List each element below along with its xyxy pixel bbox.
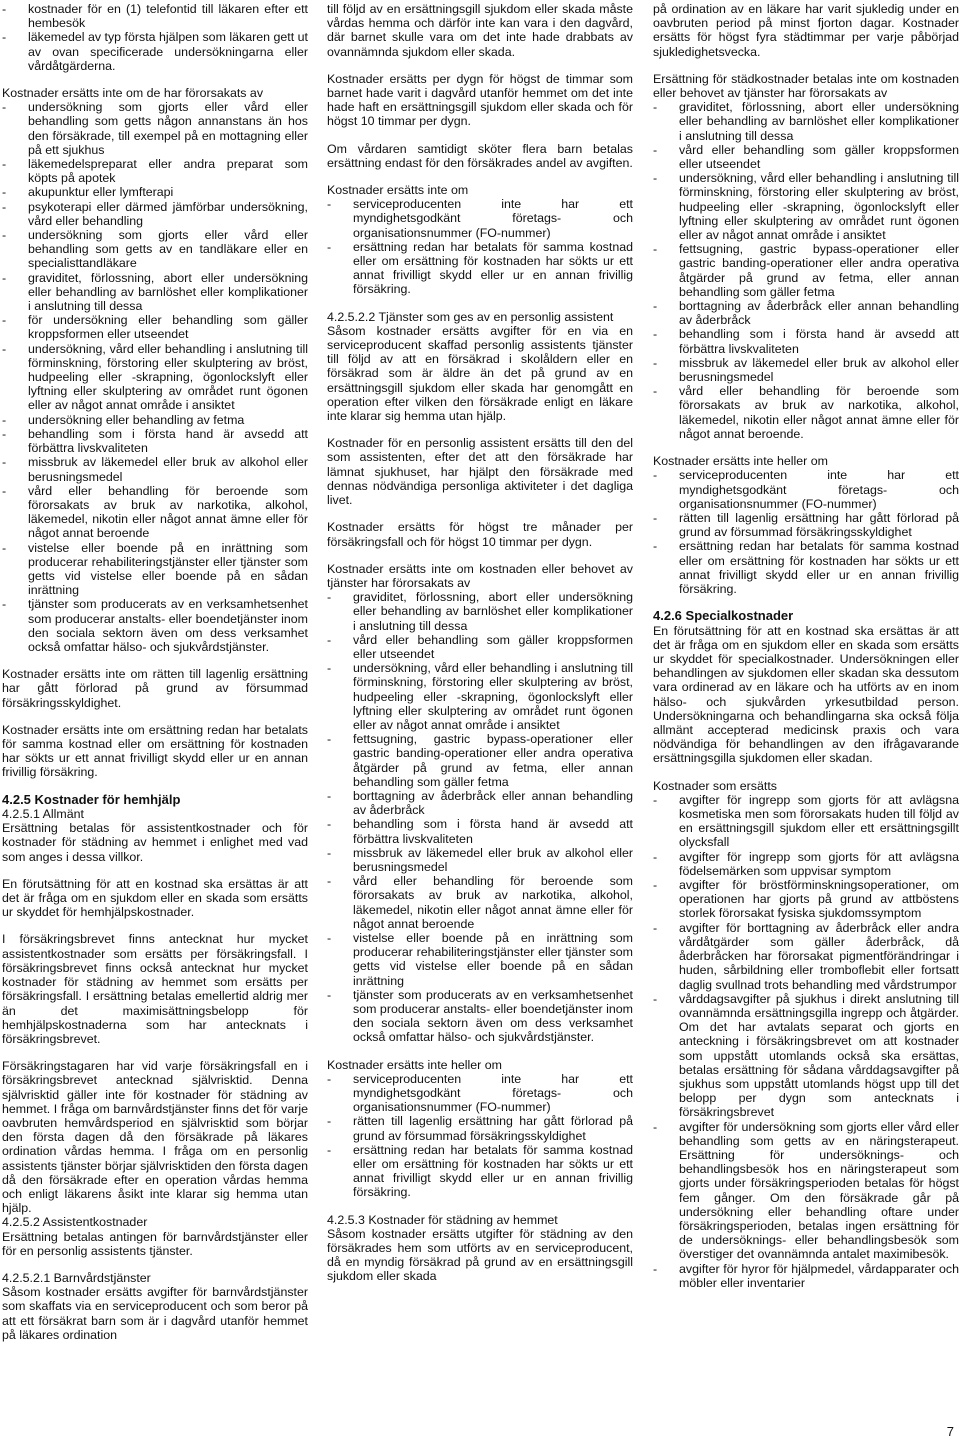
list-item: - psykoterapi eller därmed jämförbar undersökning, vård eller behandling [2,200,308,228]
list-item: - undersökning, vård eller behandling i anslutning till förminskning, förstoring eller skulptering av bröst, hudpeeling eller -skrapning, ögonlockslyft eller lyftning eller skulptering av området runt ögonen eller av något annat område i ansiktet [327,661,633,732]
bullet-list [653,100,959,441]
section-heading: 4.2.5 Kostnader för hemhjälp [2,791,181,807]
paragraph: Om vårdaren samtidigt sköter flera barn betalas ersättning endast för den försäkrades andel av avgiften. [327,141,633,170]
list-item: - missbruk av läkemedel eller bruk av alkohol eller berusningsmedel [327,846,633,874]
list-item: - avgifter för bröstförminskningsoperationer, om operationen har gjorts på grund av attböstens storlek förorsakat fysiska sjukdomssymptom [653,878,959,921]
list-item: - vistelse eller boende på en inrättning som producerar rehabiliteringstjänster eller tjänster som getts vid vistelse eller boende på en sådan inrättning [327,931,633,988]
list-item: - graviditet, förlossning, abort eller undersökning eller behandling av barnlöshet eller komplikationer i anslutning till dessa [327,590,633,633]
paragraph: I försäkringsbrevet finns antecknat hur mycket assistentkostnader som ersätts per försäkringsfall. I försäkringsbrevet finns också antecknat hur mycket kostnader för städning av hemmet som ersätts per försäkringsfall. I ersättning betalas emellertid aldrig mer än det maximisättningsbelopp för hemhjälpskostnaderna som har antecknats i försäkringsbrevet. [2,932,308,1046]
list-item: - vård eller behandling för beroende som förorsakats av bruk av narkotika, alkohol, läkemedel, nikotin eller något annat ämne eller för något annat beroende. [653,384,959,441]
list-item: - avgifter för ingrepp som gjorts för att avlägsna kosmetiska men som förorsakats huden till följd av en ersättningsgill sjukdom eller ett ersättningsgillt olycksfall [653,793,959,850]
list-item: - tjänster som producerats av en verksamhetsenhet som producerar anstalts- eller boendetjänster inom den sociala sektorn även om dess verksamhet också omfattar hälso- och sjukvårdstjänster. [2,597,308,654]
paragraph: Kostnader för en personlig assistent ersätts till den del som assistenten, efter det att den försäkrade har lämnat sjukhuset, har hjälpt den försäkrade med dennas nödvändiga personliga aktiviteter i det dagliga livet. [327,436,633,508]
bullet-list [2,2,308,73]
subsection-heading: 4.2.5.3 Kostnader för städning av hemmet [327,1212,558,1227]
paragraph: Kostnader ersätts inte heller om [327,1057,502,1072]
paragraph: Ersättning betalas för assistentkostnader och för kostnader för städning av hemmet i enlighet med vad som anges i dessa villkor. [2,821,308,864]
paragraph: Kostnader som ersätts [653,778,777,793]
list-item: - ersättning redan har betalats för samma kostnad eller om ersättning för kostnaden har sökts ur ett annat frivilligt skydd eller ur en annan frivillig försäkring. [653,539,959,596]
list-item: - ersättning redan har betalats för samma kostnad eller om ersättning för kostnaden har sökts ur ett annat frivilligt skydd eller ur en annan frivillig försäkring. [327,1143,633,1200]
bullet-list [653,468,959,596]
list-item: - läkemedelspreparat eller andra preparat som köpts på apotek [2,157,308,185]
subsection-heading: 4.2.5.1 Allmänt [2,807,84,822]
paragraph: En förutsättning för att en kostnad ska ersättas är att det är fråga om en sjukdom eller en skada som ersätts ur skyddet för hemhjälpskostnader. [2,876,308,920]
list-item: - tjänster som producerats av en verksamhetsenhet som producerar anstalts- eller boendetjänster inom den sociala sektorn även om dess verksamhet också omfattar hälso- och sjukvårdstjänster. [327,988,633,1045]
list-item: - borttagning av åderbråck eller annan behandling av åderbråck [653,299,959,327]
paragraph: Ersättning för städkostnader betalas inte om kostnaden eller behovet av tjänster har förorsakats av [653,71,959,101]
list-item: - för undersökning eller behandling som gäller kroppsformen eller utseendet [2,313,308,341]
subsection-heading: 4.2.5.2.2 Tjänster som ges av en personlig assistent [327,309,614,324]
list-item: - missbruk av läkemedel eller bruk av alkohol eller berusningsmedel [2,455,308,483]
list-item: - avgifter för ingrepp som gjorts för att avlägsna födelsemärken som uppvisar symptom [653,850,959,878]
list-item: - borttagning av åderbråck eller annan behandling av åderbråck [327,789,633,817]
list-item: - serviceproducenten inte har ett myndighetsgodkänt företags- och organisationsnummer (FO-nummer) [653,468,959,511]
list-item: - undersökning, vård eller behandling i anslutning till förminskning, förstoring eller skulptering av bröst, hudpeeling eller -skrapning, ögonlockslyft eller lyftning eller skulptering av området runt ögonen eller av något annat område i ansiktet [2,342,308,413]
bullet-list [327,590,633,1045]
list-item: - kostnader för en (1) telefontid till läkaren efter ett hembesök [2,2,308,30]
list-item: - vård eller behandling som gäller kroppsformen eller utseendet [653,143,959,171]
list-item: - vård eller behandling som gäller kroppsformen eller utseendet [327,633,633,661]
subsection-heading: 4.2.5.2.1 Barnvårdstjänster [2,1270,151,1285]
paragraph: Kostnader ersätts inte om de har förorsakats av [2,86,264,101]
list-item: - ersättning redan har betalats för samma kostnad eller om ersättning för kostnaden har sökts ur ett annat frivilligt skydd eller ur en annan frivillig försäkring. [327,240,633,297]
list-item: - missbruk av läkemedel eller bruk av alkohol eller berusningsmedel [653,356,959,384]
paragraph: En förutsättning för att en kostnad ska ersättas är att det är fråga om en sjukdom eller en skada som ersätts ur skyddet för specialkostnader. Undersökningen eller behandlingen av sjukdomen eller skadan ska dessutom vara ordinerad av en läkare och ha utförts av en inom hälso- och sjukvården yrkesutbildad person. Undersökningarna och behandlingarna ska också följa allmänt accepterad medicinsk praxis och vara nödvändiga för behandlingen av den ifrågavarande ersättningsgilla sjukdomen eller skadan. [653,623,959,766]
paragraph: Försäkringstagaren har vid varje försäkringsfall en i försäkringsbrevet antecknad självrisktid. Denna självrisktid gäller inte för kostnader för städning av hemmet. I fråga om barnvårdstjänster finns det för varje oavbruten hemvårdsperiod en självrisktid som börjar den första dagen då den försäkrade på läkares ordination vårdas hemma. I fråga om en personlig assistents tjänster börjar självrisktiden den första dagen då den försäkrade efter en operation vårdas hemma och enligt läkarens åsikt inte klarar sig hemma utan hjälp. [2,1059,308,1216]
paragraph: på ordination av en läkare har varit sjukledig under en oavbruten period på minst fjorton dagar. Kostnader ersätts för högst fyra städtimmar per varje påbörjad sjukledighetsvecka. [653,2,959,59]
bullet-list [327,197,633,296]
list-item: - vistelse eller boende på en inrättning som producerar rehabiliteringstjänster eller tjänster som getts vid vistelse eller boende på en sådan inrättning [2,541,308,598]
list-item: - rätten till lagenlig ersättning har gått förlorad på grund av försummad försäkringsskyldighet [653,511,959,539]
bullet-list [653,793,959,1290]
paragraph: Kostnader ersätts för högst tre månader per försäkringsfall och för högst 10 timmar per dygn. [327,520,633,549]
list-item: - serviceproducenten inte har ett myndighetsgodkänt företags- och organisationsnummer (FO-nummer) [327,197,633,240]
list-item: - undersökning eller behandling av fetma [2,413,308,427]
paragraph: Kostnader ersätts inte om rätten till lagenlig ersättning har gått förlorad på grund av försummad försäkringsskyldighet. [2,667,308,710]
list-item: - fettsugning, gastric bypass-operationer eller gastric banding-operationer eller andra operativa åtgärder på grund av fetma, eller annan behandling som gäller fetma [327,732,633,789]
paragraph: Kostnader ersätts inte om [327,183,469,198]
list-item: - läkemedel av typ första hjälpen som läkaren gett ut av ovan specificerade undersökningarna eller vårdåtgärderna. [2,30,308,73]
paragraph: Kostnader ersätts inte om kostnaden eller behovet av tjänster har förorsakats av [327,561,633,590]
section-heading: 4.2.6 Specialkostnader [653,608,794,624]
list-item: - behandling som i första hand är avsedd att förbättra livskvaliteten [2,427,308,455]
bullet-list [2,100,308,654]
column-2 [327,2,633,1284]
list-item: - serviceproducenten inte har ett myndighetsgodkänt företags- och organisationsnummer (FO-nummer) [327,1072,633,1115]
list-item: - akupunktur eller lymfterapi [2,185,308,199]
paragraph: Kostnader ersätts inte heller om [653,454,828,469]
list-item: - behandling som i första hand är avsedd att förbättra livskvaliteten [653,327,959,355]
list-item: - behandling som i första hand är avsedd att förbättra livskvaliteten [327,817,633,845]
paragraph: Såsom kostnader ersätts avgifter för en via en serviceproducent skaffad personlig assistents tjänster till följd av att en försäkrad i skolåldern eller en försäkrad som är äldre än det på grund av en ersättningsgill sjukdom eller skada har genomgått en operation efter vilken den försäkrade enligt en läkare inte klarar sig hemma utan hjälp. [327,323,633,424]
paragraph: Ersättning betalas antingen för barnvårdstjänster eller för en personlig assistents tjänster. [2,1229,308,1258]
list-item: - rätten till lagenlig ersättning har gått förlorad på grund av försummad försäkringsskyldighet [327,1114,633,1142]
list-item: - graviditet, förlossning, abort eller undersökning eller behandling av barnlöshet eller komplikationer i anslutning till dessa [2,271,308,314]
column-3 [653,2,959,1290]
paragraph: Såsom kostnader ersätts avgifter för barnvårdstjänster som skaffats via en serviceproducent och som beror på att ett försäkrat barn som är i dagvård utanför hemmet på läkares ordination [2,1285,308,1342]
paragraph: Kostnader ersätts inte om ersättning redan har betalats för samma kostnad eller om ersättning för kostnaden har sökts ur ett annat frivilligt skydd eller ur en annan frivillig försäkring. [2,722,308,780]
list-item: - avgifter för undersökning som gjorts eller vård eller behandling som getts av en näringsterapeut. Ersättning för undersöknings- och behandlingsbesök hos en näringsterapeut som gjorts under försäkringsperioden betalas för högst fem gånger. Om den försäkrade går på undersökning eller behandling oftare under försäkringsperioden, betalas ingen ersättning för de undersöknings- eller behandlingsbesök som överstiger det ovannämnda antalet maximibesök. [653,1120,959,1262]
list-item: - fettsugning, gastric bypass-operationer eller gastric banding-operationer eller andra operativa åtgärder på grund av fetma, eller annan behandling som gäller fetma [653,242,959,299]
list-item: - vård eller behandling för beroende som förorsakats av bruk av narkotika, alkohol, läkemedel, nikotin eller något annat ämne eller för något annat beroende [2,484,308,541]
paragraph: Såsom kostnader ersätts utgifter för städning av den försäkrades hem som utförts av en serviceproducent, då en myndig försäkrad på grund av en ersättningsgill sjukdom eller skada [327,1226,633,1284]
list-item: - undersökning som gjorts eller vård eller behandling som getts någon annanstans än hos den försäkrade, till exempel på en mottagning eller på ett sjukhus [2,100,308,157]
list-item: - undersökning som gjorts eller vård eller behandling som getts av en tandläkare eller en specialisttandläkare [2,228,308,271]
column-1 [2,2,308,1342]
list-item: - avgifter för borttagning av åderbråck eller andra vårdåtgärder som gäller åderbråck, då åderbråcken har förorsakat pigmentförändringar i huden, sårbildning eller tromboflebit eller fortsatt daglig svullnad trots behandling med vårdstrumpor [653,921,959,992]
paragraph: till följd av en ersättningsgill sjukdom eller skada måste vårdas hemma och därför inte kan vara i den dagvård, där barnet skulle vara om det inte hade drabbats av ovannämnda sjukdom eller skada. [327,2,633,59]
list-item: - graviditet, förlossning, abort eller undersökning eller behandling av barnlöshet eller komplikationer i anslutning till dessa [653,100,959,143]
list-item: - undersökning, vård eller behandling i anslutning till förminskning, förstoring eller skulptering av bröst, hudpeeling eller -skrapning, ögonlockslyft eller lyftning eller skulptering av området runt ögonen eller av något annat område i ansiktet [653,171,959,242]
paragraph: Kostnader ersätts per dygn för högst de timmar som barnet hade varit i dagvård utanför hemmet om det inte hade haft en ersättningsgill sjukdom eller skada och för högst 10 timmar per dygn. [327,71,633,129]
list-item: - vård eller behandling för beroende som förorsakats av bruk av narkotika, alkohol, läkemedel, nikotin eller något annat ämne eller för något annat beroende [327,874,633,931]
subsection-heading: 4.2.5.2 Assistentkostnader [2,1215,148,1230]
list-item: - vårddagsavgifter på sjukhus i direkt anslutning till ovannämnda ersättningsgilla ingrepp och åtgärder. Om det har avtalats separat och gjorts en anteckning i försäkringsbrevet om att kostnader som uppstått utomlands också ska ersättas, betalas ersättning för sådana vårddagsavgifter på sjukhus som uppstått utomlands högst upp till det belopp per dygn som antecknats i försäkringsbrevet [653,992,959,1120]
bullet-list [327,1072,633,1200]
list-item: - avgifter för hyror för hjälpmedel, vårdapparater och möbler eller inventarier [653,1262,959,1290]
page-number: 7 [946,1424,954,1439]
